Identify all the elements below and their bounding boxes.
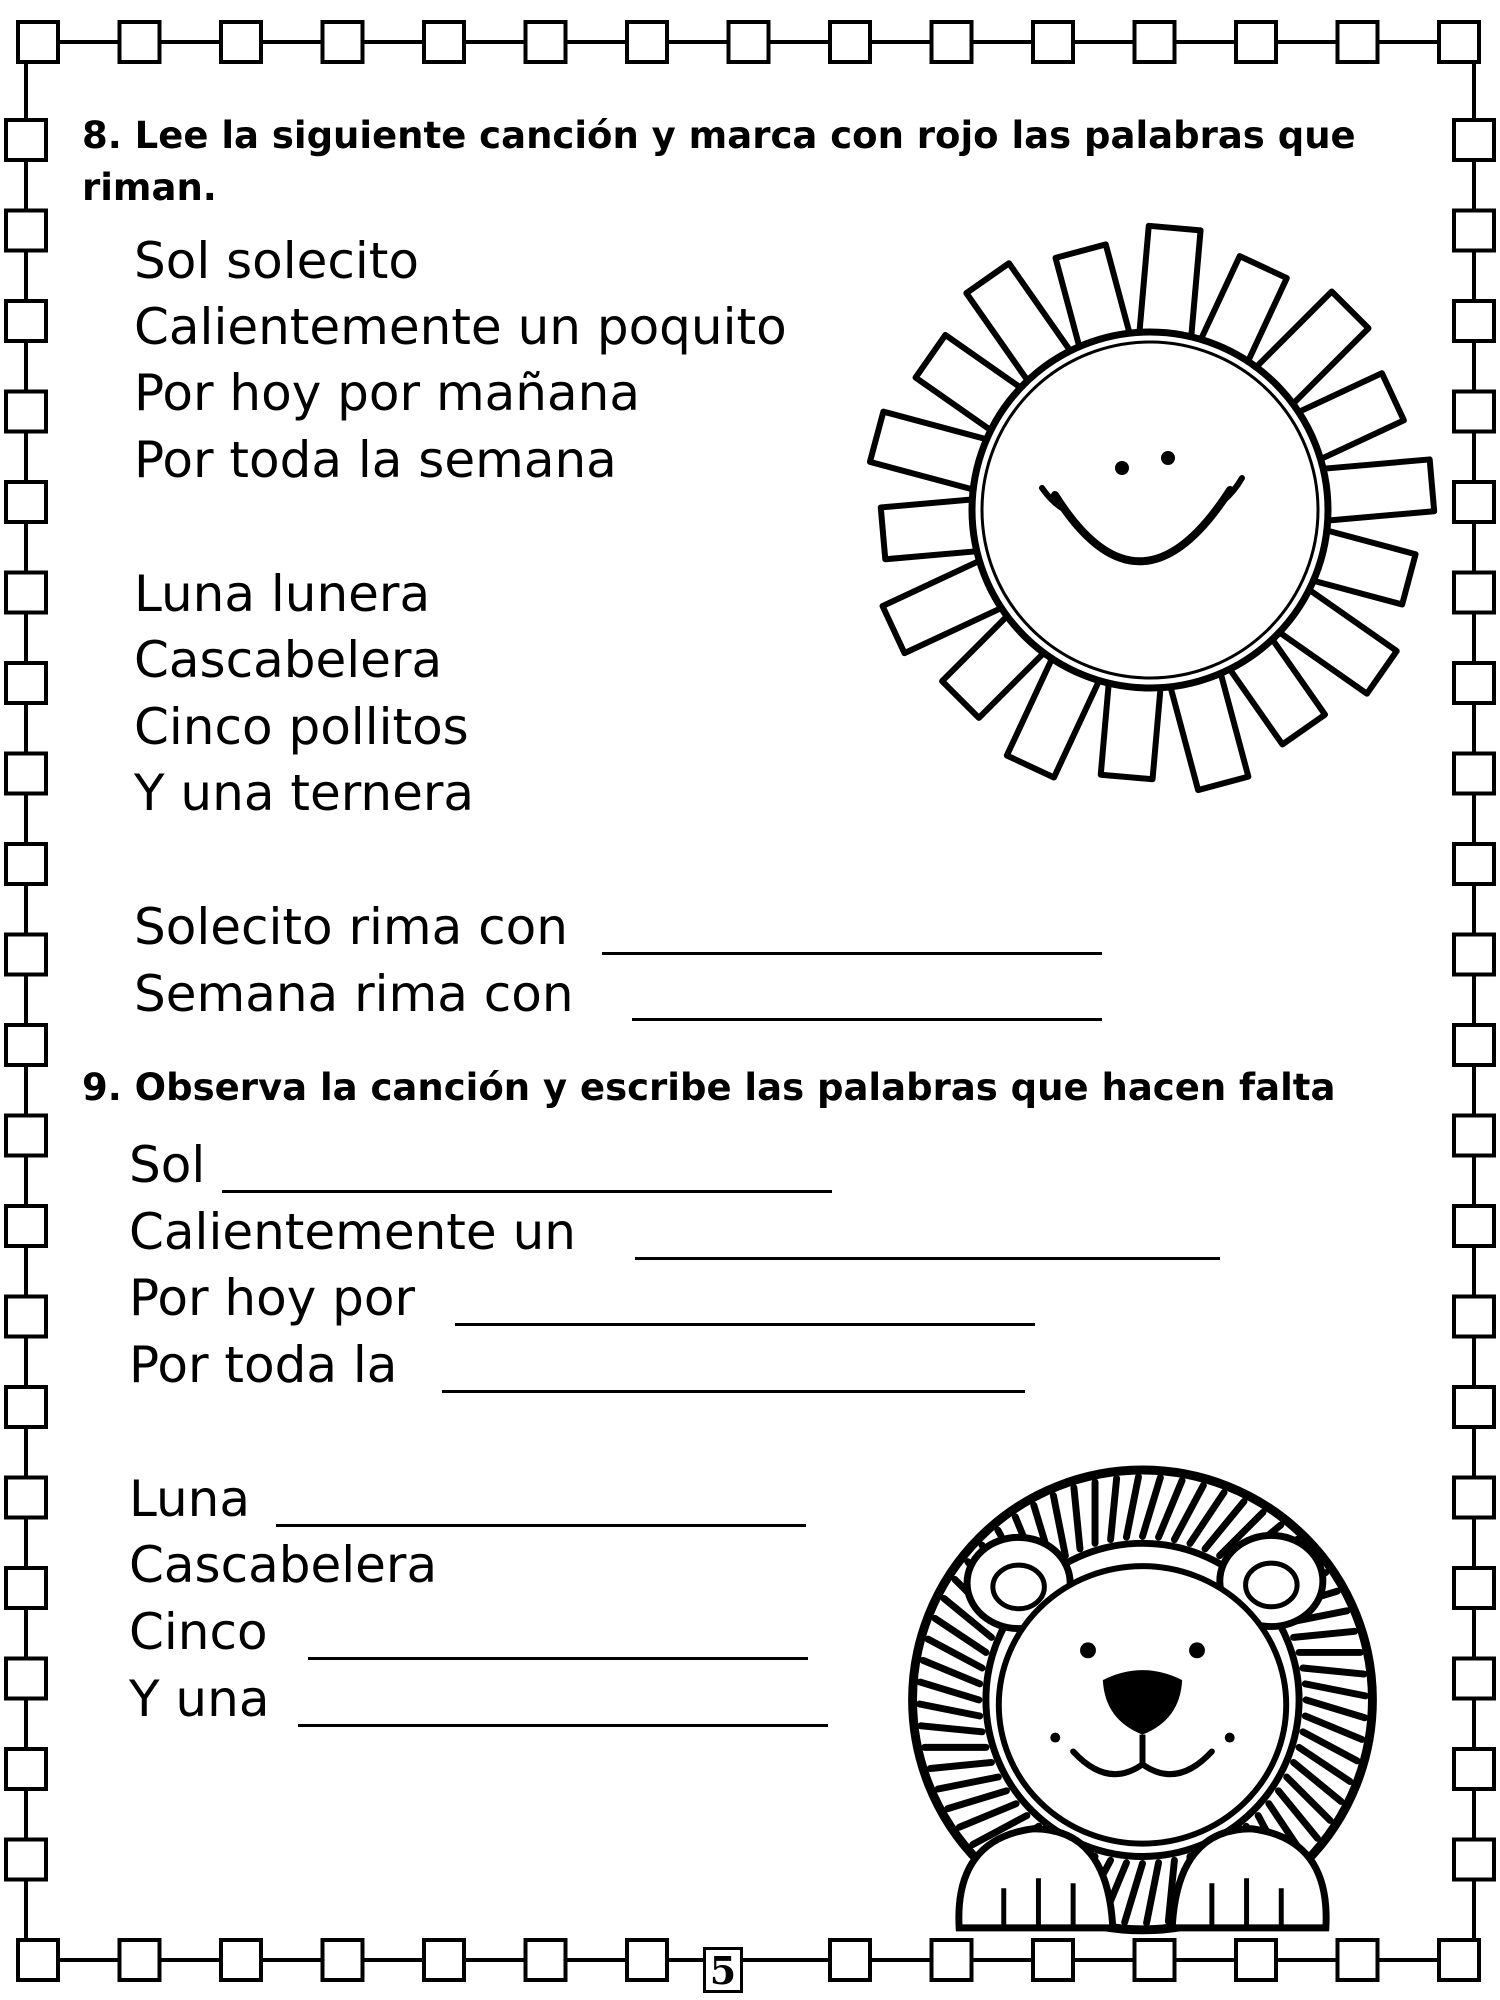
answer-blank[interactable] <box>442 1390 1025 1393</box>
song-line: Cascabelera <box>134 631 443 689</box>
answer-blank[interactable] <box>632 1018 1102 1021</box>
answer-blank[interactable] <box>602 952 1102 955</box>
fill-prompt: Cinco <box>129 1603 268 1661</box>
page-number: 5 <box>703 1947 743 1993</box>
fill-prompt: Calientemente un <box>129 1203 576 1261</box>
answer-blank[interactable] <box>308 1657 808 1660</box>
answer-blank[interactable] <box>276 1524 806 1527</box>
answer-blank[interactable] <box>298 1724 828 1727</box>
fill-prompt: Y una <box>129 1670 270 1728</box>
song-line: Y una ternera <box>134 764 475 822</box>
question-8-title-line2: riman. <box>82 166 217 209</box>
song-line: Calientemente un poquito <box>134 298 787 356</box>
fill-prompt: Por toda la <box>129 1336 398 1394</box>
rhyme-prompt-solecito: Solecito rima con <box>134 898 568 956</box>
question-8-title-line1: 8. Lee la siguiente canción y marca con rojo las palabras que <box>82 114 1356 157</box>
song-line: Por toda la semana <box>134 431 617 489</box>
fill-prompt: Cascabelera <box>129 1536 438 1594</box>
lion-illustration <box>865 1420 1420 1960</box>
answer-blank[interactable] <box>455 1323 1035 1326</box>
fill-prompt: Sol <box>129 1136 206 1194</box>
answer-blank[interactable] <box>635 1257 1220 1260</box>
sun-illustration <box>860 215 1440 805</box>
fill-prompt: Por hoy por <box>129 1269 416 1327</box>
answer-blank[interactable] <box>222 1190 832 1193</box>
song-line: Por hoy por mañana <box>134 364 640 422</box>
song-line: Sol solecito <box>134 232 419 290</box>
song-line: Luna lunera <box>134 565 431 623</box>
song-line: Cinco pollitos <box>134 698 469 756</box>
question-9-title: 9. Observa la canción y escribe las palabras que hacen falta <box>82 1066 1336 1109</box>
rhyme-prompt-semana: Semana rima con <box>134 965 574 1023</box>
fill-prompt: Luna <box>129 1470 250 1528</box>
